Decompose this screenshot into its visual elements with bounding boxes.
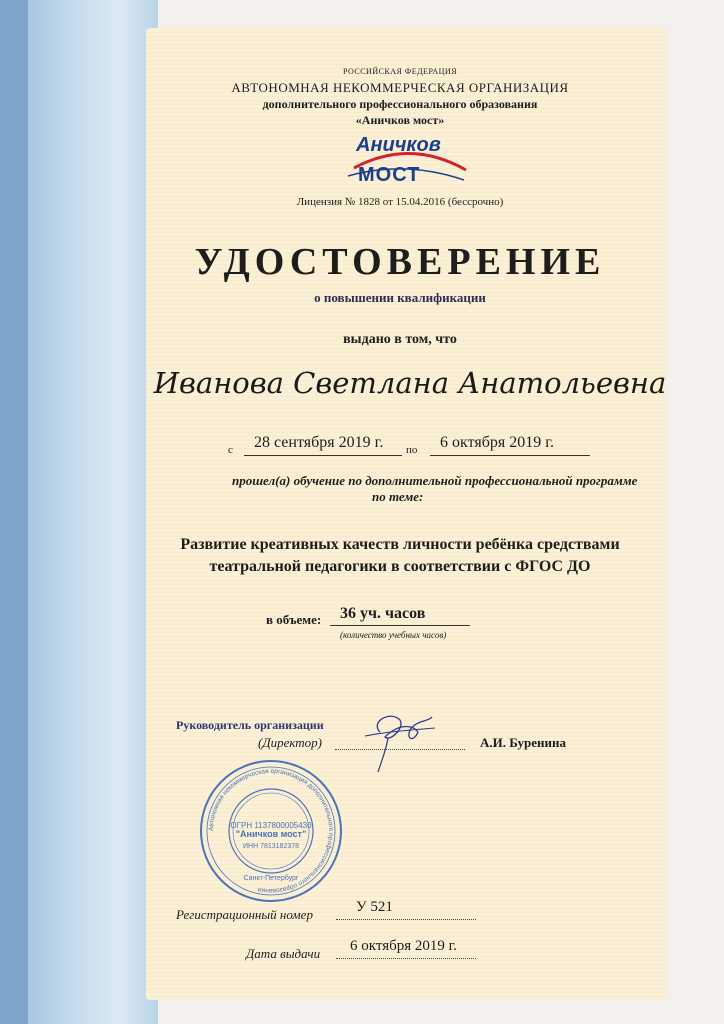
signer-name: А.И. Буренина <box>480 735 566 750</box>
stamp-inn: ИНН 7813182378 <box>242 843 300 850</box>
date-from: 28 сентября 2019 г. <box>254 434 384 451</box>
decorative-guilloche-band <box>28 0 158 1024</box>
issued-text: выдано в том, что <box>343 332 457 347</box>
org-name-line3: «Аничков мост» <box>355 113 445 127</box>
date-to-underline <box>430 455 590 456</box>
org-logo <box>340 130 470 192</box>
issue-date-line <box>336 958 476 959</box>
logo-text-bottom: МОСТ <box>358 164 421 186</box>
logo-text-top: Аничков <box>356 134 441 156</box>
volume-caption: (количество учебных часов) <box>340 630 447 640</box>
volume-underline <box>330 625 470 626</box>
org-name-line2: дополнительного профессионального образования <box>262 97 538 111</box>
stamp-seal-icon <box>196 756 346 906</box>
head-of-org-label: Руководитель организации <box>176 718 324 732</box>
stamp-ogrn: ОГРН 1137800005430 <box>230 821 312 830</box>
issue-date: 6 октября 2019 г. <box>350 938 457 954</box>
reg-number-line <box>336 919 476 920</box>
stamp-ring-text: Автономная некоммерческая организация дополнительного профессионального образования <box>207 767 335 895</box>
date-from-underline <box>244 455 402 456</box>
topic-line2: театральной педагогики в соответствии с ФГОС ДО <box>209 558 591 575</box>
license-text: Лицензия № 1828 от 15.04.2016 (бессрочно) <box>296 196 504 208</box>
certificate-title: УДОСТОВЕРЕНИЕ <box>194 241 606 283</box>
handwritten-signature-icon <box>360 702 440 777</box>
stamp-city: Санкт-Петербург <box>243 875 299 882</box>
date-from-label: с <box>228 444 233 456</box>
recipient-name: Иванова Светлана Анатольевна <box>153 366 667 400</box>
date-to-label: по <box>406 444 418 456</box>
certificate-subtitle: о повышении квалификации <box>314 290 486 305</box>
volume-value: 36 уч. часов <box>340 605 426 622</box>
volume-label: в объеме: <box>266 612 322 627</box>
reg-number-label: Регистрационный номер <box>176 907 313 922</box>
organization-stamp <box>196 756 346 906</box>
stamp-center-text: "Аничков мост" <box>235 829 307 839</box>
program-text-line1: прошел(а) обучение по дополнительной профессиональной программе <box>232 473 638 488</box>
country-label: РОССИЙСКАЯ ФЕДЕРАЦИЯ <box>342 67 458 76</box>
reg-number: У 521 <box>356 899 393 915</box>
topic-line1: Развитие креативных качеств личности ребёнка средствами <box>180 536 620 553</box>
program-text-line2: по теме: <box>372 489 424 504</box>
issue-date-label: Дата выдачи <box>246 946 321 961</box>
director-label: (Директор) <box>258 735 322 750</box>
left-edge <box>0 0 28 1024</box>
date-to: 6 октября 2019 г. <box>440 434 554 451</box>
org-name-line1: АВТОНОМНАЯ НЕКОММЕРЧЕСКАЯ ОРГАНИЗАЦИЯ <box>231 80 569 95</box>
